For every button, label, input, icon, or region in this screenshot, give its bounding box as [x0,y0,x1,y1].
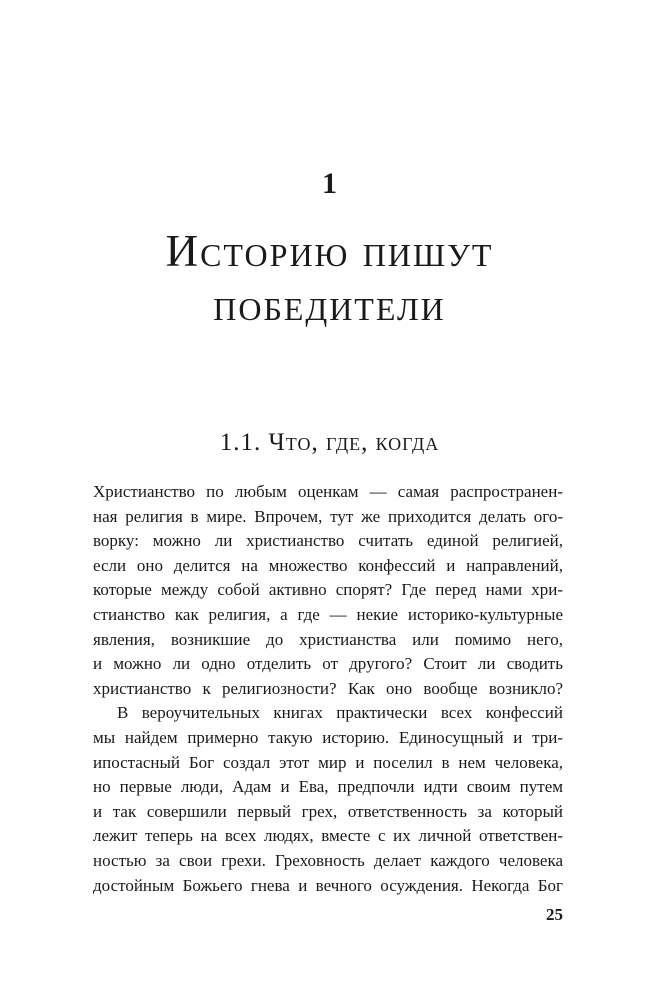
text-line: которые между собой активно спорят? Где перед нами хри- [93,580,563,600]
text-line: достойным Божьего гнева и вечного осуждения. Некогда Бог [93,875,563,895]
text-line: если оно делится на множество конфессий и направлений, [93,555,563,575]
text-line: В вероучительных книгах практически всех конфессий [117,703,563,723]
text-line: лежит теперь на всех людях, вместе с их личной ответствен- [93,826,563,846]
text-line: Христианство по любым оценкам — самая распространен- [93,482,563,501]
chapter-title-line: победители [213,280,446,330]
text-line: мы найдем примерно такую историю. Единосущный и три- [93,727,563,747]
text-line: христианство к религиозности? Как оно вообще возникло? [93,678,563,698]
text-line: ностью за свои грехи. Греховность делает каждого человека [93,850,563,870]
section-heading: 1.1. Что, где, когда [219,429,440,456]
text-line: ная религия в мире. Впрочем, тут же приходится делать ого- [93,506,563,526]
page-number: 25 [546,905,563,924]
chapter-title [0,224,659,332]
text-line: стианство как религия, а где — некие историко-культурные [93,604,563,624]
text-line: и так совершили первый грех, ответственность за который [93,801,563,821]
chapter-number: 1 [322,167,337,200]
text-line: ворку: можно ли христианство считать единой религией, [93,531,563,551]
text-line: и можно ли одно отделить от другого? Стоит ли сводить [93,654,563,674]
text-line: ипостасный Бог создал этот мир и поселил в нем человека, [93,752,563,772]
chapter-title-line: Историю пишут [165,226,494,276]
text-line: но первые люди, Адам и Ева, предпочли идти своим путем [93,777,563,797]
body-text [93,480,563,898]
text-line: явления, возникшие до христианства или помимо него, [93,629,563,649]
